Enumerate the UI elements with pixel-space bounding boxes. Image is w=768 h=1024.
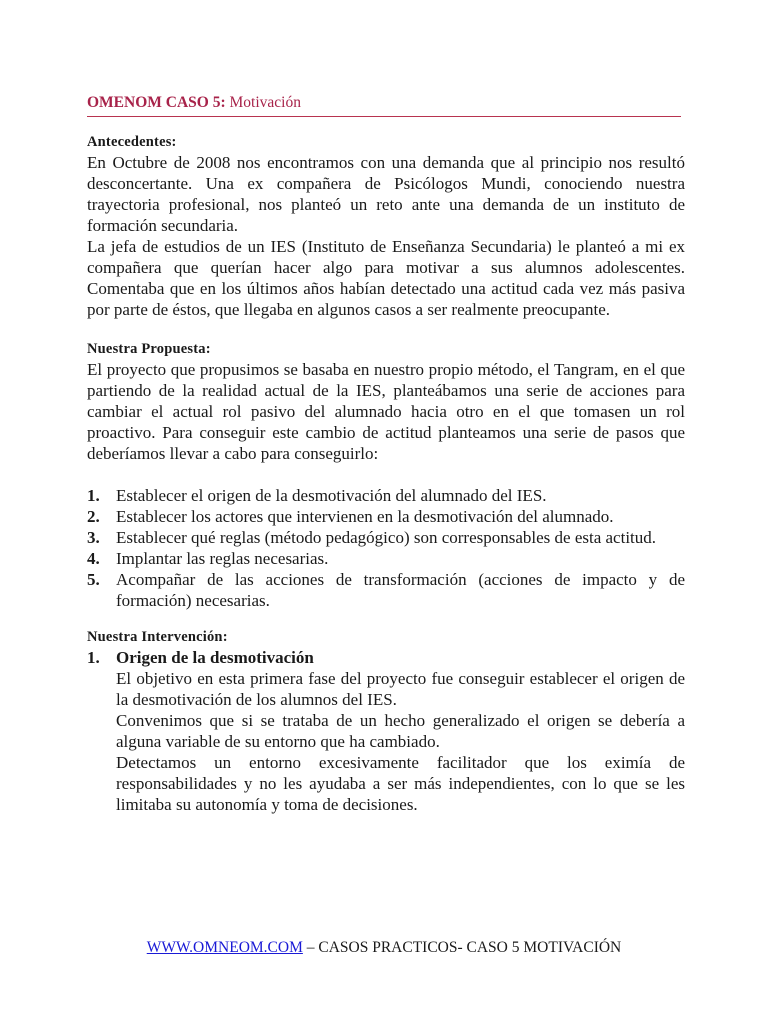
subsection-title-text: Origen de la desmotivación [116,648,314,667]
document-header [87,94,681,117]
steps-list [87,485,685,611]
list-item [87,485,685,506]
list-text: Establecer el origen de la desmotivación del alumnado del IES. [116,486,547,505]
list-number: 3. [87,528,100,547]
list-item [87,569,685,611]
footer-website-link[interactable]: WWW.OMNEOM.COM [146,939,303,956]
subsection-number: 1. [87,648,100,667]
list-text: Establecer qué reglas (método pedagógico) son corresponsables de esta actitud. [116,528,657,547]
list-number: 2. [87,507,100,526]
section-antecedentes [87,134,685,320]
paragraph: El objetivo en esta primera fase del proyecto fue conseguir establecer el origen de la desmotivación de los alumnos del IES. [116,669,685,709]
subsection-title [87,647,685,668]
list-number: 5. [87,570,100,589]
paragraph: En Octubre de 2008 nos encontramos con una demanda que al principio nos resultó desconcertante. Una ex compañera de Psicólogos Mundi, conociendo nuestra trayectoria profesional, nos planteó un reto ante una demanda de un instituto de formación secundaria. [87,153,685,235]
section-propuesta [87,341,685,611]
header-case-label: OMENOM CASO 5: [87,94,226,111]
footer-text: – CASOS PRACTICOS- CASO 5 MOTIVACIÓN [302,939,622,956]
paragraph: El proyecto que propusimos se basaba en nuestro propio método, el Tangram, en el que partiendo de la realidad actual de la IES, planteábamos una serie de acciones para cambiar el actual rol pasivo del alumnado hacia otro en el que tomasen un rol proactivo. Para conseguir este cambio de actitud planteamos una serie de pasos que deberíamos llevar a cabo para conseguirlo: [87,360,685,463]
subsection-body [87,668,685,815]
list-text: Implantar las reglas necesarias. [116,549,329,568]
document-body [87,134,685,836]
list-item [87,548,685,569]
list-text: Establecer los actores que intervienen en la desmotivación del alumnado. [116,507,614,526]
list-number: 4. [87,549,100,568]
list-text: Acompañar de las acciones de transformación (acciones de impacto y de formación) necesarias. [116,570,685,610]
list-item [87,527,685,548]
header-case-topic: Motivación [225,94,301,111]
list-number: 1. [87,486,100,505]
paragraph: Detectamos un entorno excesivamente facilitador que los eximía de responsabilidades y no les ayudaba a ser más independientes, con lo que se les limitaba su autonomía y toma de decisiones. [116,753,685,814]
document-footer [0,939,768,957]
section-heading: Nuestra Propuesta: [87,341,211,357]
section-heading: Nuestra Intervención: [87,629,228,645]
paragraph: Convenimos que si se trataba de un hecho generalizado el origen se debería a alguna variable de su entorno que ha cambiado. [116,711,685,751]
list-item [87,506,685,527]
section-intervencion [87,629,685,815]
paragraph: La jefa de estudios de un IES (Instituto de Enseñanza Secundaria) le planteó a mi ex compañera que querían hacer algo para motivar a sus alumnos adolescentes. Comentaba que en los últimos años habían detectado una actitud cada vez más pasiva por parte de éstos, que llegaba en algunos casos a ser realmente preocupante. [87,237,685,319]
section-heading: Antecedentes: [87,134,177,150]
